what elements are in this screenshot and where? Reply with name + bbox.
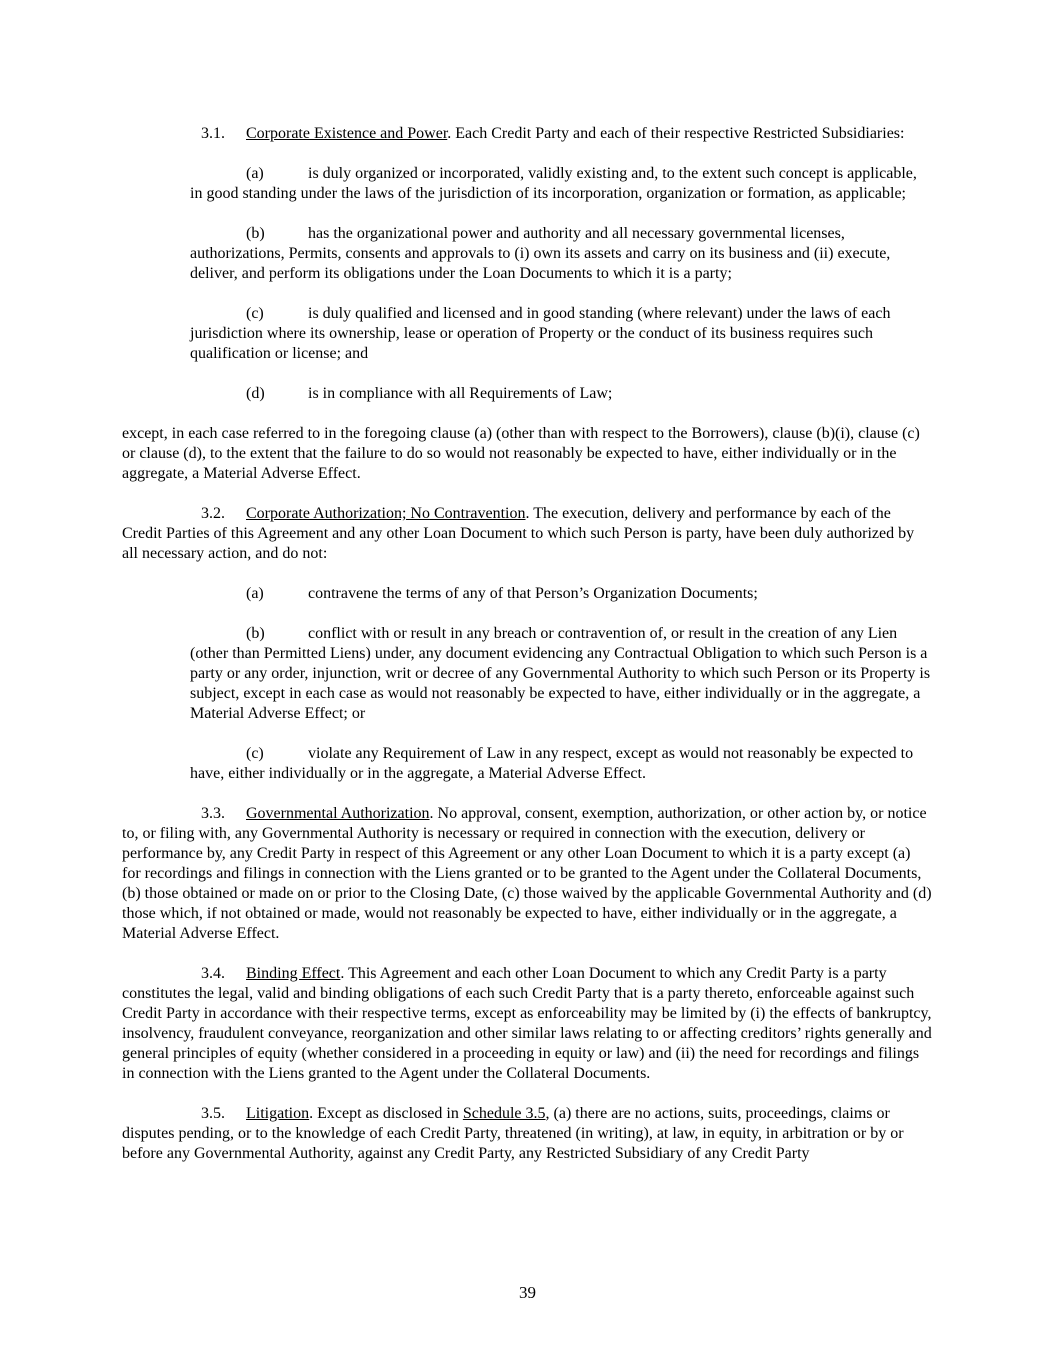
clause-text: is duly organized or incorporated, validly existing and, to the extent such concept is applicable, in good standing under the laws of the jurisdiction of its incorporation, organization or formation, as applicable; <box>190 165 917 202</box>
section-number: 3.1. <box>201 125 225 142</box>
section-number: 3.5. <box>201 1105 225 1122</box>
clause-label: (a) <box>246 585 264 602</box>
clause-text: is duly qualified and licensed and in good standing (where relevant) under the laws of each jurisdiction where its ownership, lease or operation of Property or the conduct of its business requires such qualification or license; and <box>190 305 891 362</box>
section-number: 3.3. <box>201 805 225 822</box>
clause-label: (c) <box>246 305 264 322</box>
clause-label: (a) <box>246 165 264 182</box>
clause-3-2-a <box>190 584 932 604</box>
clause-3-1-b <box>190 224 932 284</box>
document-page <box>122 124 932 1184</box>
section-3-4 <box>122 964 932 1084</box>
section-3-1 <box>122 124 932 144</box>
schedule-reference: Schedule 3.5 <box>462 1105 546 1122</box>
section-3-5 <box>122 1104 932 1164</box>
section-number: 3.2. <box>201 505 225 522</box>
section-text: . No approval, consent, exemption, authorization, or other action by, or notice to, or filing with, any Governmental Authority is necessary or required in connection with the execution, delivery or performance by, any Credit Party in respect of this Agreement or any other Loan Document to which it is a party except (a) for recordings and filings in connection with the Liens granted or to be granted to the Agent under the Collateral Documents, (b) those obtained or made on or prior to the Closing Date, (c) those waived by the applicable Governmental Authority and (d) those which, if not obtained or made, would not reasonably be expected to have, either individually or in the aggregate, a Material Adverse Effect. <box>122 805 932 942</box>
clause-3-1-d <box>190 384 932 404</box>
clause-text: is in compliance with all Requirements of Law; <box>308 385 613 402</box>
section-heading: Binding Effect <box>246 965 341 982</box>
clause-label: (b) <box>246 225 265 242</box>
section-3-3 <box>122 804 932 944</box>
clause-3-2-b <box>190 624 932 724</box>
clause-label: (d) <box>246 385 265 402</box>
section-text-continued: , (a) there are no actions, suits, proceedings, claims or disputes pending, or to the knowledge of each Credit Party, threatened (in writing), at law, in equity, in arbitration or by or before any Governmental Authority, against any Credit Party, any Restricted Subsidiary of any Credit Party <box>122 1105 904 1162</box>
section-text: . Each Credit Party and each of their respective Restricted Subsidiaries: <box>447 125 905 142</box>
section-text: . This Agreement and each other Loan Document to which any Credit Party is a party constitutes the legal, valid and binding obligations of each such Credit Party that is a party thereto, enforceable against such Credit Party in accordance with their respective terms, except as enforceability may be limited by (i) the effects of bankruptcy, insolvency, fraudulent conveyance, reorganization and other similar laws relating to or affecting creditors’ rights generally and general principles of equity (whether considered in a proceeding in equity or law) and (ii) the need for recordings and filings in connection with the Liens granted to the Agent under the Collateral Documents. <box>122 965 932 1082</box>
clause-3-1-a <box>190 164 932 204</box>
page-number: 39 <box>519 1283 536 1302</box>
section-heading: Governmental Authorization <box>246 805 430 822</box>
clause-text: conflict with or result in any breach or contravention of, or result in the creation of any Lien (other than Permitted Liens) under, any document evidencing any Contractual Obligation to which such Person is a party or any order, injunction, writ or decree of any Governmental Authority to which such Person or its Property is subject, except in each case as would not reasonably be expected to have, either individually or in the aggregate, a Material Adverse Effect; or <box>190 625 931 722</box>
section-text: . The execution, delivery and performance by each of the Credit Parties of this Agreement and any other Loan Document to which such Person is party, have been duly authorized by all necessary action, and do not: <box>122 505 915 562</box>
section-number: 3.4. <box>201 965 225 982</box>
clause-text: violate any Requirement of Law in any respect, except as would not reasonably be expected to have, either individually or in the aggregate, a Material Adverse Effect. <box>190 745 914 782</box>
section-3-1-tail: except, in each case referred to in the foregoing clause (a) (other than with respect to the Borrowers), clause (b)(i), clause (c) or clause (d), to the extent that the failure to do so would not reasonably be expected to have, either individually or in the aggregate, a Material Adverse Effect. <box>122 425 920 482</box>
section-heading: Corporate Authorization; No Contravention <box>246 505 526 522</box>
section-heading: Corporate Existence and Power <box>246 125 448 142</box>
section-3-2 <box>122 504 932 564</box>
clause-label: (b) <box>246 625 265 642</box>
clause-3-2-c <box>190 744 932 784</box>
clause-text: has the organizational power and authority and all necessary governmental licenses, authorizations, Permits, consents and approvals to (i) own its assets and carry on its business and (ii) execute, deliver, and perform its obligations under the Loan Documents to which it is a party; <box>190 225 891 282</box>
clause-label: (c) <box>246 745 264 762</box>
section-heading: Litigation <box>246 1105 310 1122</box>
section-text: . Except as disclosed in <box>309 1105 463 1122</box>
clause-text: contravene the terms of any of that Person’s Organization Documents; <box>308 585 758 602</box>
clause-3-1-c <box>190 304 932 364</box>
